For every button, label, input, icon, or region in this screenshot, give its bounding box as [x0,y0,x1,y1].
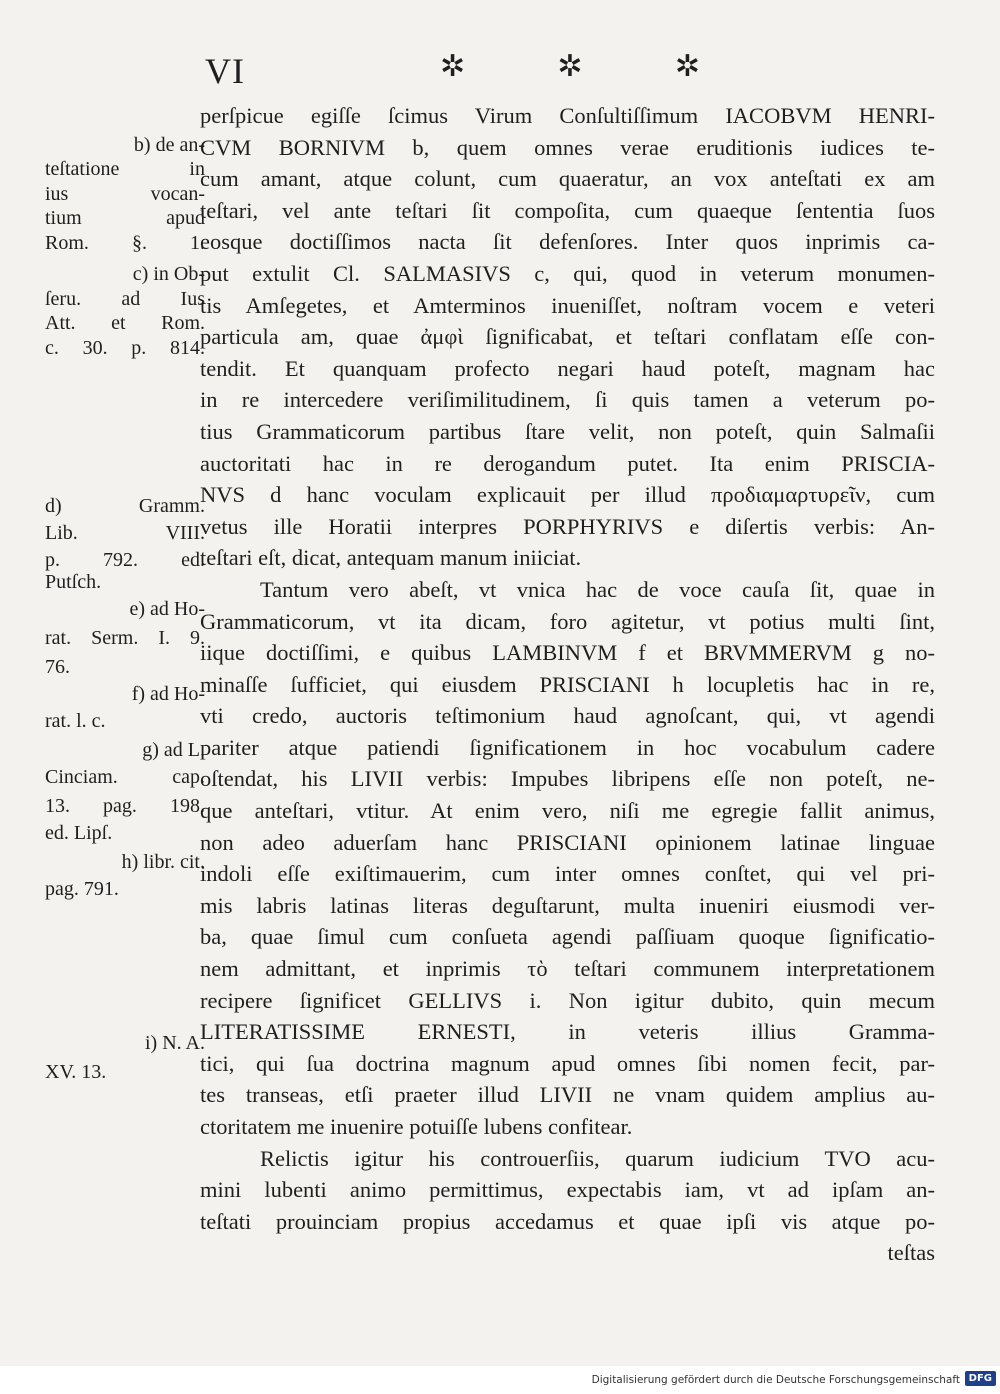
body-text-line: Relictis igitur his controuerſiis, quarum iudicium TVO acu- [260,1145,935,1171]
body-text-line: mis labris latinas literas deguſtarunt, multa inueniri eiusmodi ver- [200,892,935,918]
margin-note-line: g) ad L. [142,739,205,762]
margin-note-line: h) libr. cit. [121,851,205,874]
dfg-logo: DFG [965,1371,996,1386]
margin-note-line: Lib. VIII. [45,521,205,544]
margin-note-line: ed. Lipſ. [45,822,113,845]
margin-note-line: e) ad Ho- [129,597,205,620]
body-text-line: minaſſe ſufficiet, qui eiusdem PRISCIANI h locupletis hac in re, [200,671,935,697]
margin-note-line: d) Gramm. [45,495,205,518]
body-text-line: oſtendat, his LIVII verbis: Impubes libripens eſſe non poteſt, ne- [200,766,935,792]
margin-note-line: c) in Ob- [132,263,205,286]
body-text-line: Tantum vero abeſt, vt vnica hac de voce cauſa ſit, quae in [260,576,935,602]
body-text-line: LITERATISSIME ERNESTI, in veteris illius Gramma- [200,1019,935,1045]
margin-note-line: f) ad Ho- [131,683,205,705]
body-text-line: Grammaticorum, vt ita dicam, foro agitetur, vt potius multi ſint, [200,608,935,634]
digitization-footer [0,1366,1000,1394]
body-text-line: ba, quae ſimul cum conſueta agendi paſſiuam quoque ſignificatio- [200,924,935,950]
star-ornament-icon: ✲ [557,50,583,83]
body-text-line: perſpicue egiſſe ſcimus Virum Conſultiſſimum IACOBVM HENRI- [200,103,935,128]
margin-note-line: Putſch. [45,570,102,593]
body-text-line: vti credo, auctoris teſtimonium haud agnoſcant, qui, vt agendi [200,703,935,729]
main-text-column [200,100,935,1269]
margin-note-line: tium apud [45,207,205,230]
body-text-line: teſtari eſt, dicat, antequam manum iniiciat. [200,545,582,571]
margin-note-line: ſeru. ad Ius [45,287,205,310]
margin-note-line: rat. l. c. [45,709,106,732]
page-number: VI [205,51,245,91]
header-ornaments [440,52,700,82]
body-text-line: CVM BORNIVM b, quem omnes verae eruditionis iudices te- [200,134,935,160]
margin-note-line: c. 30. p. 814. [45,336,205,359]
margin-note-line: 13. pag. 198. [45,795,205,818]
body-text-line: put extulit Cl. SALMASIVS c, qui, quod in veterum monumen- [200,260,935,286]
body-text-line: iique doctiſſimi, e quibus LAMBINVM f et BRVMMERVM g no- [200,640,935,666]
body-text-line: nem admittant, et inprimis τὸ teſtari communem interpretationem [200,956,935,982]
body-text-line: cum amant, atque colunt, cum quaeratur, an vox anteſtati ex am [200,166,935,192]
body-text-line: tes transeas, etſi praeter illud LIVII ne vnam quidem amplius au- [200,1082,935,1108]
margin-note-line: XV. 13. [45,1061,107,1084]
margin-note-line: ius vocan- [45,182,205,205]
body-text-line: que anteſtari, vtitur. At enim vero, niſi me egregie fallit animus, [200,798,935,824]
body-text-line: teſtati prouinciam propius accedamus et quae ipſi vis atque po- [200,1208,935,1234]
margin-note-line: p. 792. ed. [45,548,205,571]
body-text-line: mini lubenti animo permittimus, expectabis iam, vt ad ipſam an- [200,1177,935,1203]
margin-note-line: 76. [45,656,70,679]
margin-note-line: b) de an- [133,134,205,156]
margin-note-line: teſtatione in [45,158,205,181]
margin-note-line: Rom. §. 1. [45,231,205,254]
footer-credit: Digitalisierung gefördert durch die Deutsche Forschungsgemeinschaft [591,1374,960,1386]
body-text-line: particula am, quae ἀμφὶ ſignificabat, et teſtari conflatam eſſe con- [200,324,935,350]
body-text-line: in re intercedere veriſimilitudinem, ſi quis tamen a veterum po- [200,387,935,413]
body-text-line: tius Grammaticorum partibus ſtare velit, non poteſt, quin Salmaſii [200,418,935,444]
star-ornament-icon: ✲ [440,50,466,83]
body-text-line: tis Amſegetes, et Amterminos inueniſſet, noſtram vocem e veteri [200,292,935,318]
margin-note-line: Cinciam. cap. [45,765,205,788]
margin-note-line: Att. et Rom. [45,312,205,335]
body-text-line: recipere ſignificet GELLIVS i. Non igitur dubito, quin mecum [200,987,935,1013]
margin-note-line: pag. 791. [45,878,119,901]
body-text-line: pariter atque patiendi ſignificationem in hoc vocabulum cadere [200,734,935,760]
body-text-line: tici, qui ſua doctrina magnum apud omnes ſibi nomen fecit, par- [200,1050,935,1076]
body-text-line: teſtari, vel ante teſtari ſit compoſita, cum quaeque ſententia ſuos [200,197,935,223]
margin-note-line: rat. Serm. I. 9. [45,626,205,649]
body-text-line: auctoritati hac in re derogandum putet. Ita enim PRISCIA- [200,450,935,476]
body-text-line: eosque doctiſſimos nacta ſit defenſores. Inter quos inprimis ca- [200,229,935,255]
body-text-line: teſtas [887,1240,935,1266]
body-text-line: ctoritatem me inuenire potuiſſe lubens confitear. [200,1114,633,1139]
body-text-line: vetus ille Horatii interpres PORPHYRIVS e diſertis verbis: An- [200,513,935,539]
body-text-line: NVS d hanc voculam explicauit per illud προδιαμαρτυρεῖν, cum [200,482,935,508]
body-text-line: non adeo aduerſam hanc PRISCIANI opinionem latinae linguae [200,829,935,855]
star-ornament-icon: ✲ [674,50,700,83]
margin-note-line: i) N. A. [145,1031,205,1054]
body-text-line: indoli eſſe exiſtimauerim, cum inter omnes conſtet, qui vel pri- [200,861,935,887]
body-text-line: tendit. Et quanquam profecto negari haud poteſt, magnam hac [200,355,935,381]
